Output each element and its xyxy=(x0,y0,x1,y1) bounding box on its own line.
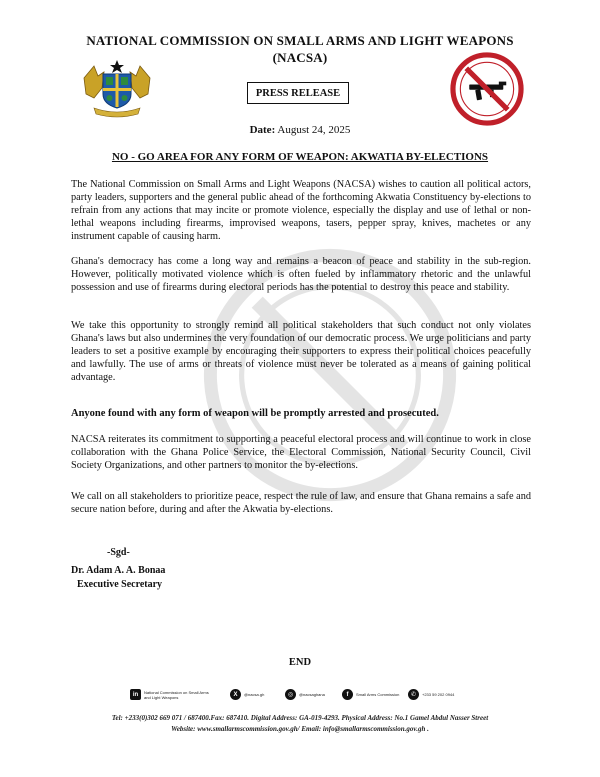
social-linkedin[interactable] xyxy=(130,689,214,700)
release-date xyxy=(0,124,600,136)
coat-of-arms-icon xyxy=(76,58,158,118)
signatory-title: Executive Secretary xyxy=(77,579,163,590)
end-marker: END xyxy=(288,657,312,668)
x-icon: X xyxy=(230,689,241,700)
press-release-badge: PRESS RELEASE xyxy=(247,82,349,104)
signed-mark: -Sgd- xyxy=(107,547,130,558)
paragraph-1: The National Commission on Small Arms and Light Weapons (NACSA) wishes to caution all political actors, party leaders, supporters and the general public ahead of the forthcoming Akwatia Constituency by-elections to refrain from any actions that may incite or promote violence, especially the display and use of lethal or non-lethal weapons including firearms, improvised weapons, tasers, pepper spray, knives, machetes or any instrument capable of causing harm. xyxy=(71,179,531,242)
instagram-icon: ◎ xyxy=(285,689,296,700)
org-name-line2: (NACSA) xyxy=(272,50,328,65)
social-label: Small Arms Commission xyxy=(356,692,400,697)
social-x[interactable] xyxy=(230,689,264,700)
footer-web-line: Website: www.smallarmscommission.gov.gh/ Email: info@smallarmscommission.gov.gh . xyxy=(171,725,429,733)
org-name-line1: NATIONAL COMMISSION ON SMALL ARMS AND LIGHT WEAPONS xyxy=(86,33,514,48)
social-label: +233 59 202 0944 xyxy=(422,692,455,697)
date-label: Date: xyxy=(249,124,276,136)
nacsa-logo-icon xyxy=(450,52,524,126)
facebook-icon: f xyxy=(342,689,353,700)
social-instagram[interactable] xyxy=(285,689,325,700)
signatory-name: Dr. Adam A. A. Bonaa xyxy=(71,565,166,576)
paragraph-2: Ghana's democracy has come a long way and remains a beacon of peace and stability in the sub-region. However, politically motivated violence which is often fueled by inflammatory rhetoric and the unlawful possession and use of firearms during electoral periods has the potential to destroy this peace and stability. xyxy=(71,256,531,293)
paragraph-5: We call on all stakeholders to prioritize peace, respect the rule of law, and ensure that Ghana remains a safe and secure nation before, during and after the Akwatia by-elections. xyxy=(71,491,531,515)
social-phone[interactable] xyxy=(408,689,454,700)
linkedin-icon: in xyxy=(130,689,141,700)
contact-footer xyxy=(0,713,600,735)
social-label: National Commission on Small Arms and Light Weapons xyxy=(144,689,209,700)
social-links xyxy=(125,686,485,706)
social-facebook[interactable] xyxy=(342,689,399,700)
paragraph-4: NACSA reiterates its commitment to supporting a peaceful electoral process and will continue to work in close collaboration with the Ghana Police Service, the Electoral Commission, National Security Council, Civil Society Organizations, and other partners to monitor the by-elections. xyxy=(71,434,531,471)
warning-statement: Anyone found with any form of weapon will be promptly arrested and prosecuted. xyxy=(71,408,439,419)
footer-contact-line: Tel: +233(0)302 669 071 / 687400.Fax: 687410. Digital Address: GA-019-4293. Physical Address: No.1 Gamel Abdul Nasser Street xyxy=(111,714,489,722)
social-label: @nacsa.gh xyxy=(244,692,265,697)
signatory xyxy=(71,564,165,592)
headline: NO - GO AREA FOR ANY FORM OF WEAPON: AKWATIA BY-ELECTIONS xyxy=(111,151,489,163)
social-label: @nacsaghana xyxy=(299,692,325,697)
phone-icon: ✆ xyxy=(408,689,419,700)
paragraph-3: We take this opportunity to strongly remind all political stakeholders that such conduct not only violates Ghana's laws but also undermines the very foundation of our democratic process. We urge politicians and party leaders to set a positive example by encouraging their supporters to express their political choices peacefully and lawfully. The use of arms or threats of violence must never be tolerated as a means of gaining political advantage. xyxy=(71,320,531,383)
date-value: August 24, 2025 xyxy=(277,124,351,136)
